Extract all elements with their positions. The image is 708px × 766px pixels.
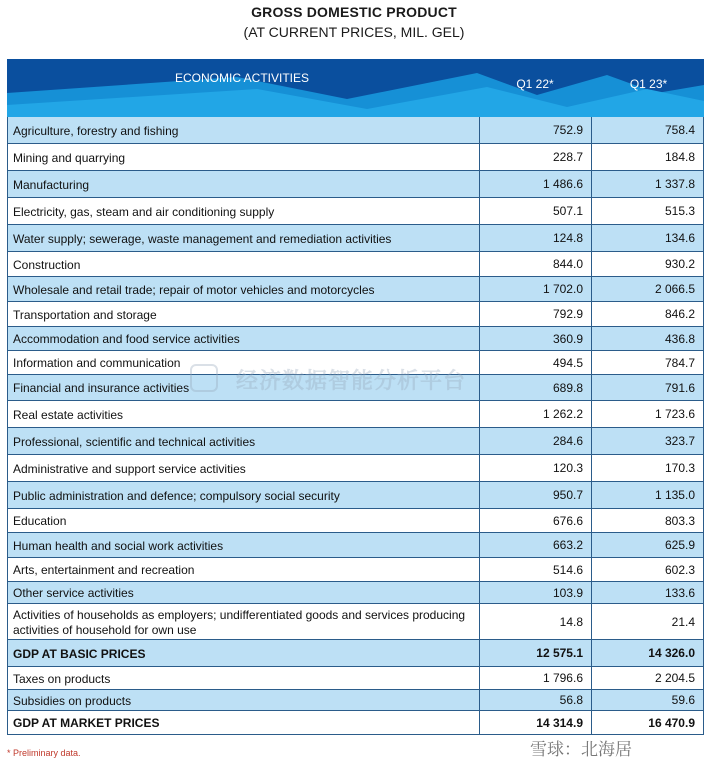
value-q1-22: 284.6 bbox=[480, 428, 592, 454]
value-q1-23: 16 470.9 bbox=[648, 715, 695, 730]
table-row bbox=[7, 144, 704, 171]
activity-label: Accommodation and food service activities bbox=[8, 327, 480, 350]
activity-label: Agriculture, forestry and fishing bbox=[8, 117, 480, 143]
header-activities: ECONOMIC ACTIVITIES bbox=[174, 71, 309, 85]
table-row bbox=[7, 198, 704, 225]
activity-label: Arts, entertainment and recreation bbox=[8, 558, 480, 581]
table-row bbox=[7, 117, 704, 144]
value-q1-22: 1 486.6 bbox=[480, 171, 592, 197]
table-row bbox=[7, 482, 704, 509]
value-q1-23: 515.3 bbox=[664, 204, 695, 218]
value-q1-23: 170.3 bbox=[664, 461, 695, 475]
activity-label: Administrative and support service activities bbox=[8, 455, 480, 481]
value-q1-23: 133.6 bbox=[664, 585, 695, 600]
footnote: * Preliminary data. bbox=[7, 748, 81, 758]
table-row bbox=[7, 428, 704, 455]
table-row bbox=[7, 327, 704, 351]
value-q1-23: 791.6 bbox=[664, 380, 695, 395]
value-q1-23: 2 204.5 bbox=[654, 671, 695, 685]
table-row bbox=[7, 582, 704, 604]
activity-label: Electricity, gas, steam and air conditioning supply bbox=[8, 198, 480, 224]
value-q1-22: 1 796.6 bbox=[480, 667, 592, 689]
activity-label: Other service activities bbox=[8, 582, 480, 603]
value-q1-23: 21.4 bbox=[671, 614, 695, 629]
watermark-text: 经济数据智能分析平台 bbox=[236, 368, 467, 393]
activity-label: Construction bbox=[8, 252, 480, 276]
table-row bbox=[7, 558, 704, 582]
value-q1-22: 228.7 bbox=[480, 144, 592, 170]
table-row bbox=[7, 252, 704, 277]
activity-label: GDP AT BASIC PRICES bbox=[8, 640, 480, 666]
value-q1-23: 625.9 bbox=[664, 538, 695, 552]
value-q1-23: 59.6 bbox=[671, 693, 695, 707]
activity-label: Transportation and storage bbox=[8, 302, 480, 326]
value-q1-23: 846.2 bbox=[664, 307, 695, 321]
brand-watermark: 雪球：北海居 bbox=[530, 740, 632, 759]
table-body bbox=[7, 117, 704, 735]
activity-label: Education bbox=[8, 509, 480, 532]
value-q1-22: 844.0 bbox=[480, 252, 592, 276]
value-q1-23: 1 135.0 bbox=[654, 488, 695, 502]
table-row bbox=[7, 604, 704, 640]
activity-label: Public administration and defence; compulsory social security bbox=[8, 482, 480, 508]
value-q1-22: 507.1 bbox=[480, 198, 592, 224]
value-q1-23: 134.6 bbox=[664, 231, 695, 245]
value-q1-22: 12 575.1 bbox=[480, 640, 592, 666]
activity-label: Water supply; sewerage, waste management and remediation activities bbox=[8, 225, 480, 251]
value-q1-23: 784.7 bbox=[664, 355, 695, 370]
page-title: GROSS DOMESTIC PRODUCT bbox=[251, 4, 457, 20]
activity-label: Mining and quarrying bbox=[8, 144, 480, 170]
header-q1-22: Q1 22* bbox=[516, 77, 554, 91]
activity-label: Wholesale and retail trade; repair of motor vehicles and motorcycles bbox=[8, 277, 480, 301]
value-q1-22: 792.9 bbox=[480, 302, 592, 326]
value-q1-22: 14.8 bbox=[480, 604, 592, 639]
value-q1-23: 930.2 bbox=[664, 257, 695, 271]
value-q1-23: 436.8 bbox=[664, 331, 695, 346]
value-q1-22: 56.8 bbox=[480, 690, 592, 710]
activity-label: Information and communication bbox=[8, 351, 480, 374]
value-q1-22: 360.9 bbox=[480, 327, 592, 350]
page-subtitle: (AT CURRENT PRICES, MIL. GEL) bbox=[243, 24, 465, 40]
value-q1-22: 1 702.0 bbox=[480, 277, 592, 301]
value-q1-22: 663.2 bbox=[480, 533, 592, 557]
table-row bbox=[7, 509, 704, 533]
table-row bbox=[7, 277, 704, 302]
value-q1-22: 514.6 bbox=[480, 558, 592, 581]
activity-label: Manufacturing bbox=[8, 171, 480, 197]
value-q1-22: 1 262.2 bbox=[480, 401, 592, 427]
header-q1-23: Q1 23* bbox=[629, 77, 668, 91]
table-row bbox=[7, 455, 704, 482]
value-q1-23: 2 066.5 bbox=[654, 282, 695, 296]
value-q1-23: 184.8 bbox=[664, 150, 695, 164]
value-q1-22: 120.3 bbox=[480, 455, 592, 481]
watermark-logo-icon bbox=[190, 364, 218, 392]
table-row bbox=[7, 171, 704, 198]
gdp-table bbox=[7, 59, 704, 735]
table-row bbox=[7, 225, 704, 252]
table-row bbox=[7, 640, 704, 667]
table-row bbox=[7, 401, 704, 428]
value-q1-23: 758.4 bbox=[664, 123, 695, 137]
table-row bbox=[7, 711, 704, 735]
value-q1-23: 803.3 bbox=[664, 513, 695, 528]
value-q1-23: 14 326.0 bbox=[648, 646, 695, 660]
activity-label: Real estate activities bbox=[8, 401, 480, 427]
activity-label: GDP AT MARKET PRICES bbox=[8, 711, 480, 734]
value-q1-23: 323.7 bbox=[664, 434, 695, 448]
activity-label: Subsidies on products bbox=[8, 690, 480, 710]
value-q1-22: 124.8 bbox=[480, 225, 592, 251]
activity-label: Financial and insurance activities bbox=[8, 375, 480, 400]
table-row bbox=[7, 302, 704, 327]
value-q1-23: 602.3 bbox=[664, 562, 695, 577]
value-q1-22: 494.5 bbox=[480, 351, 592, 374]
value-q1-22: 950.7 bbox=[480, 482, 592, 508]
value-q1-22: 14 314.9 bbox=[480, 711, 592, 734]
value-q1-23: 1 723.6 bbox=[654, 407, 695, 421]
value-q1-22: 103.9 bbox=[480, 582, 592, 603]
activity-label: Activities of households as employers; undifferentiated goods and services producing activities of household for own use bbox=[8, 604, 480, 639]
table-row bbox=[7, 667, 704, 690]
value-q1-23: 1 337.8 bbox=[654, 177, 695, 191]
activity-label: Professional, scientific and technical activities bbox=[8, 428, 480, 454]
table-row bbox=[7, 690, 704, 711]
activity-label: Taxes on products bbox=[8, 667, 480, 689]
activity-label: Human health and social work activities bbox=[8, 533, 480, 557]
value-q1-22: 676.6 bbox=[480, 509, 592, 532]
value-q1-22: 689.8 bbox=[480, 375, 592, 400]
table-header bbox=[7, 59, 704, 117]
value-q1-22: 752.9 bbox=[480, 117, 592, 143]
table-row bbox=[7, 533, 704, 558]
